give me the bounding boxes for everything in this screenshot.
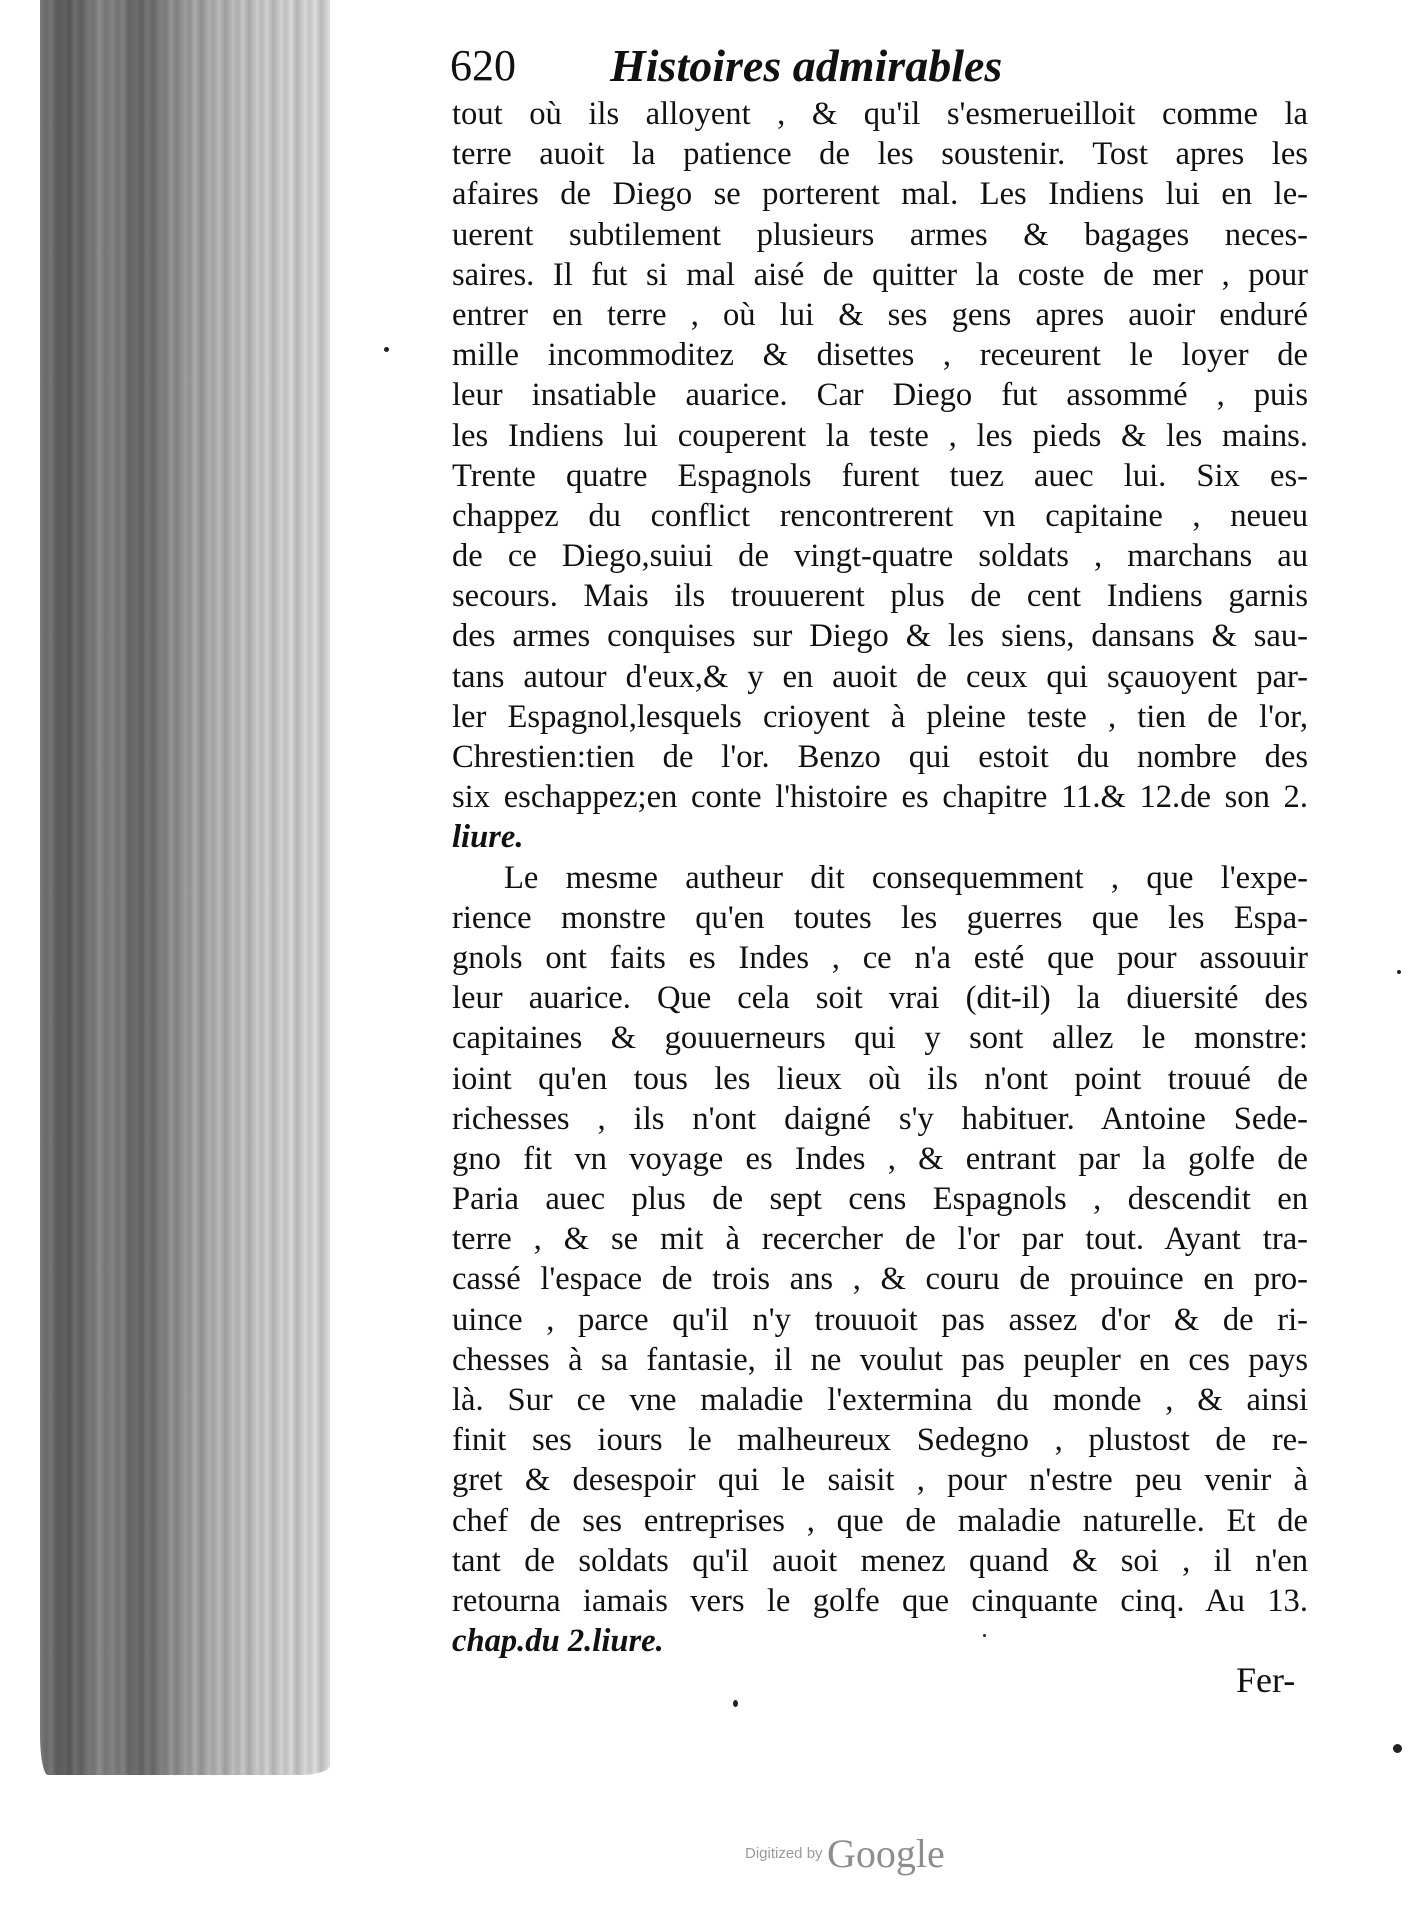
ink-speck [733, 1700, 738, 1707]
ink-speck [384, 347, 389, 352]
text-line: rience monstre qu'en toutes les guerres que les Espa- [452, 899, 1308, 936]
text-line: leur insatiable auarice. Car Diego fut assommé , puis [452, 377, 1308, 414]
catchword: Fer- [1236, 1660, 1296, 1700]
text-line: richesses , ils n'ont daigné s'y habituer. Antoine Sede- [452, 1100, 1308, 1137]
text-line: gno fit vn voyage es Indes , & entrant par la golfe de [452, 1140, 1308, 1177]
text-line: leur auarice. Que cela soit vrai (dit-il) la diuersité des [452, 980, 1308, 1017]
running-title: Histoires admirables [610, 40, 1003, 91]
text-line: retourna iamais vers le golfe que cinquante cinq. Au 13. [452, 1582, 1308, 1619]
paragraph-2 [452, 858, 1308, 1662]
text-line: Le mesme autheur dit consequemment , que l'expe- [504, 859, 1308, 896]
text-line: liure. [452, 819, 524, 856]
ink-speck [1397, 970, 1401, 974]
text-line: terre , & se mit à recercher de l'or par tout. Ayant tra- [452, 1221, 1308, 1258]
text-line: Chrestien:tien de l'or. Benzo qui estoit du nombre des [452, 739, 1308, 775]
paragraph-1 [452, 94, 1308, 858]
text-line: là. Sur ce vne maladie l'extermina du monde , & ainsi [452, 1382, 1308, 1418]
text-line: les Indiens lui couperent la teste , les pieds & les mains. [452, 417, 1308, 454]
digitization-watermark [745, 1830, 945, 1877]
text-line: afaires de Diego se porterent mal. Les Indiens lui en le- [452, 176, 1308, 213]
text-line: chef de ses entreprises , que de maladie naturelle. Et de [452, 1502, 1308, 1539]
text-line: tans autour d'eux,& y en auoit de ceux qui sçauoyent par- [452, 658, 1308, 695]
text-line: chesses à sa fantasie, il ne voulut pas peupler en ces pays [452, 1341, 1308, 1378]
text-line: tout où ils alloyent , & qu'il s'esmerueilloit comme la [452, 96, 1308, 132]
text-line: entrer en terre , où lui & ses gens apres auoir enduré [452, 296, 1308, 333]
text-line: terre auoit la patience de les soustenir. Tost apres les [452, 136, 1308, 173]
text-line: ler Espagnol,lesquels crioyent à pleine teste , tien de l'or, [452, 698, 1308, 735]
text-line: gnols ont faits es Indes , ce n'a esté que pour assouuir [452, 939, 1308, 976]
text-line: de ce Diego,suiui de vingt-quatre soldats , marchans au [452, 538, 1308, 575]
text-line: secours. Mais ils trouuerent plus de cent Indiens garnis [452, 578, 1308, 615]
text-line: uerent subtilement plusieurs armes & bagages neces- [452, 216, 1308, 253]
ink-speck [1393, 1744, 1402, 1753]
text-line: gret & desespoir qui le saisit , pour n'estre peu venir à [452, 1462, 1308, 1499]
digitized-by-label: Digitized by [745, 1845, 823, 1862]
ink-speck [983, 1634, 986, 1637]
text-line: chap.du 2.liure. [452, 1623, 664, 1660]
text-line: uince , parce qu'il n'y trouuoit pas assez d'or & de ri- [452, 1301, 1308, 1338]
google-brand: Google [827, 1831, 945, 1876]
page-header [450, 36, 1070, 96]
text-line: capitaines & gouuerneurs qui y sont allez le monstre: [452, 1020, 1308, 1057]
text-line: tant de soldats qu'il auoit menez quand & soi , il n'en [452, 1542, 1308, 1579]
text-line: ioint qu'en tous les lieux où ils n'ont point trouué de [452, 1060, 1308, 1097]
text-line: cassé l'espace de trois ans , & couru de prouince en pro- [452, 1261, 1308, 1298]
text-line: Paria auec plus de sept cens Espagnols , descendit en [452, 1181, 1308, 1218]
text-line: finit ses iours le malheureux Sedegno , plustost de re- [452, 1422, 1308, 1459]
page-gutter [0, 0, 335, 1932]
text-line: des armes conquises sur Diego & les siens, dansans & sau- [452, 618, 1308, 655]
page-number: 620 [450, 41, 516, 90]
text-line: Trente quatre Espagnols furent tuez auec lui. Six es- [452, 457, 1308, 494]
text-line: saires. Il fut si mal aisé de quitter la coste de mer , pour [452, 256, 1308, 293]
text-line: six eschappez;en conte l'histoire es chapitre 11.& 12.de son 2. [452, 779, 1308, 816]
body-text [452, 94, 1308, 1661]
text-line: mille incommoditez & disettes , receurent le loyer de [452, 337, 1308, 374]
text-line: chappez du conflict rencontrerent vn capitaine , neueu [452, 497, 1308, 534]
book-spine-shadow [40, 0, 330, 1775]
